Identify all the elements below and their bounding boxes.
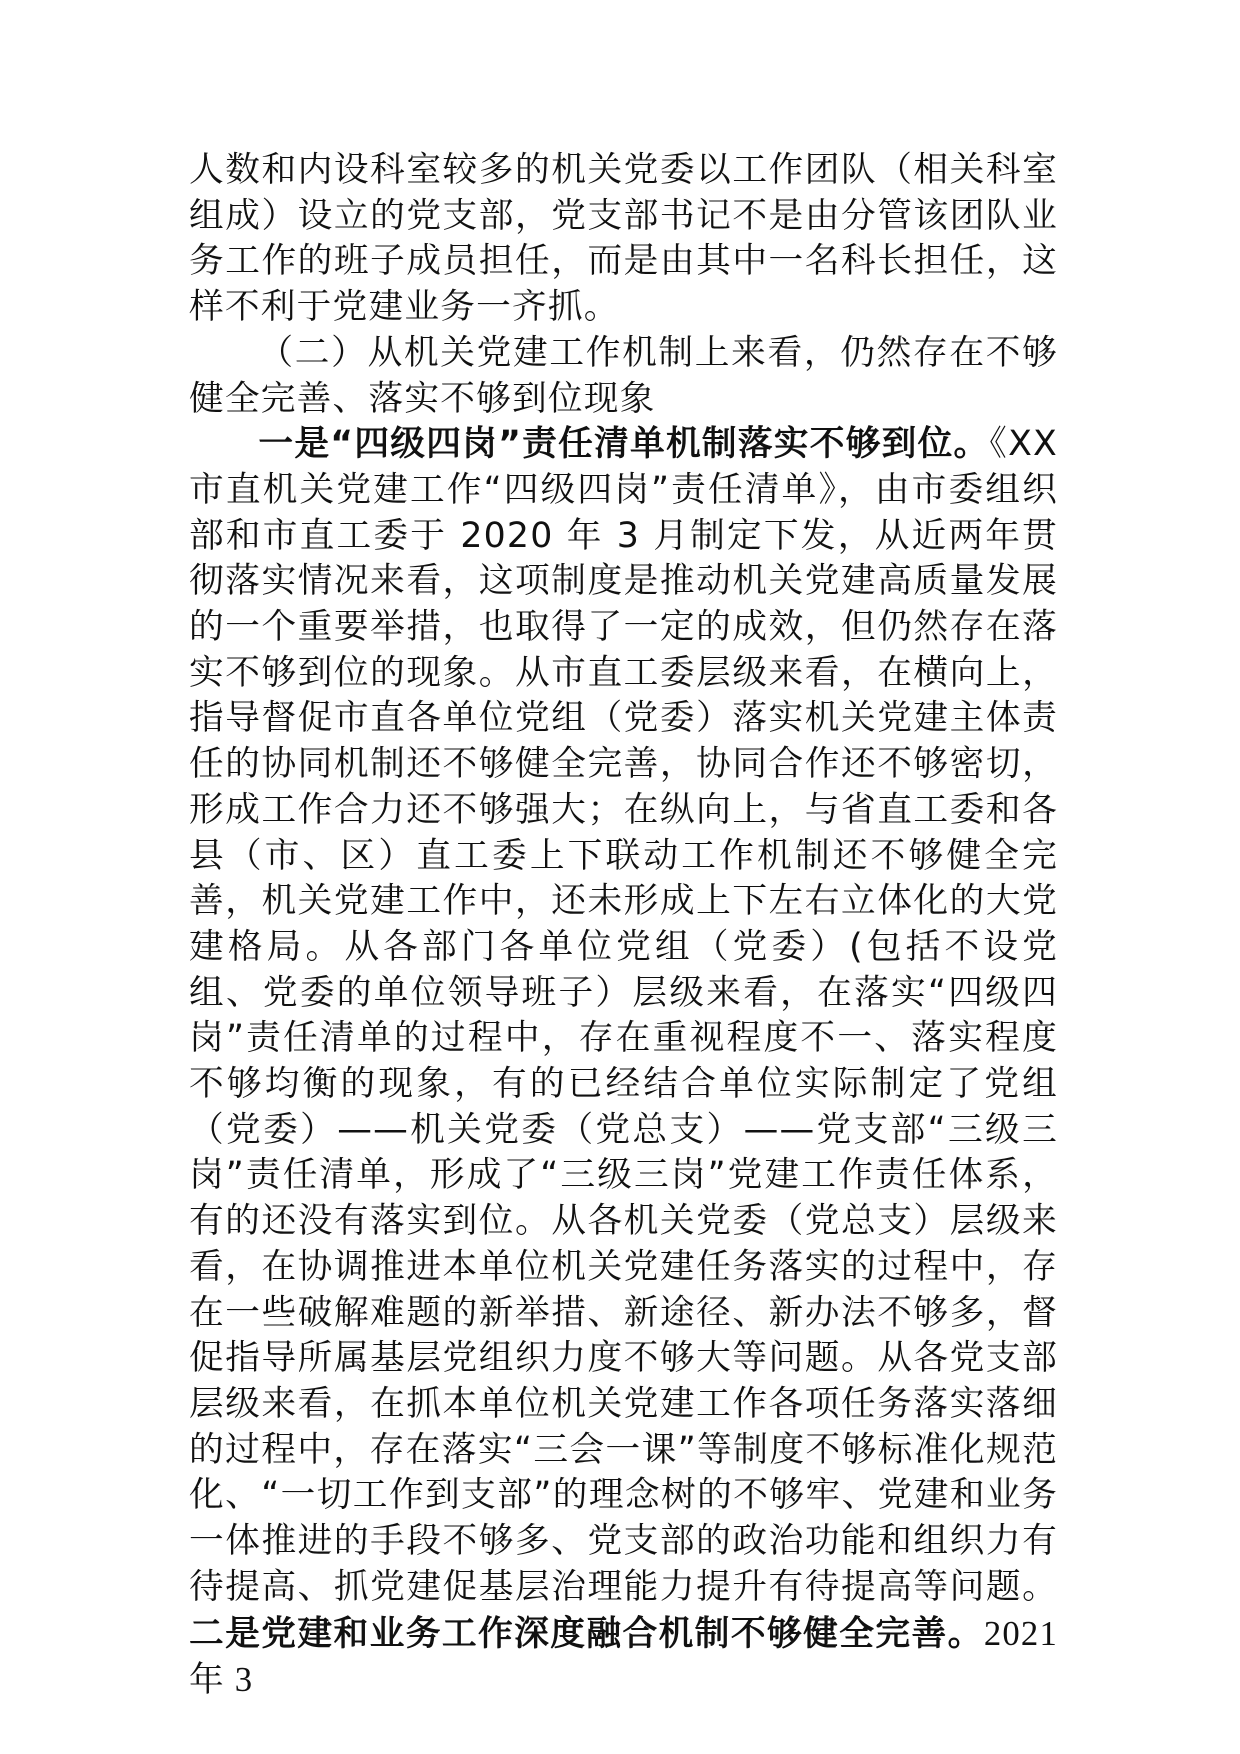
paragraph-text-tail: 2021 年 3 (189, 1613, 1058, 1700)
section-heading-text: （二）从机关党建工作机制上来看，仍然存在不够健全完善、落实不够到位现象 (189, 332, 1058, 419)
bold-lead-sentence: 二是党建和业务工作深度融合机制不够健全完善。 (189, 1613, 984, 1654)
paragraph-text: 人数和内设科室较多的机关党委以工作团队（相关科室组成）设立的党支部，党支部书记不是由分管该团队业务工作的班子成员担任，而是由其中一名科长担任，这样不利于党建业务一齐抓。 (189, 150, 1058, 328)
bold-lead-sentence: 一是“四级四岗”责任清单机制落实不够到位。 (258, 424, 990, 465)
document-page (189, 148, 1058, 1704)
paragraph-continuation (189, 148, 1058, 331)
paragraph-text: 《XX市直机关党建工作“四级四岗”责任清单》，由市委组织部和市直工委于 2020 年 3 月制定下发，从近两年贯彻落实情况来看，这项制度是推动机关党建高质量发展的一个重要举措，也取得了一定的成效，但仍然存在落实不够到位的现象。从市直工委层级来看，在横向上，指导督促市直各单位党组（党委）落实机关党建主体责任的协同机制还不够健全完善，协同合作还不够密切，形成工作合力还不够强大；在纵向上，与省直工委和各县（市、区）直工委上下联动工作机制还不够健全完善，机关党建工作中，还未形成上下左右立体化的大党建格局。从各部门各单位党组（党委）(包括不设党组、党委的单位领导班子）层级来看，在落实“四级四岗”责任清单的过程中，存在重视程度不一、落实程度不够均衡的现象，有的已经结合单位实际制定了党组（党委）——机关党委（党总支）——党支部“三级三岗”责任清单，形成了“三级三岗”党建工作责任体系，有的还没有落实到位。从各机关党委（党总支）层级来看，在协调推进本单位机关党建任务落实的过程中，存在一些破解难题的新举措、新途径、新办法不够多，督促指导所属基层党组织力度不够大等问题。从各党支部层级来看，在抓本单位机关党建工作各项任务落实落细的过程中，存在落实“三会一课”等制度不够标准化规范化、“一切工作到支部”的理念树的不够牢、党建和业务一体推进的手段不够多、党支部的政治功能和组织力有待提高、抓党建促基层治理能力提升有待提高等问题。 (189, 424, 1059, 1607)
paragraph-body (189, 422, 1058, 1704)
section-heading (189, 331, 1058, 422)
